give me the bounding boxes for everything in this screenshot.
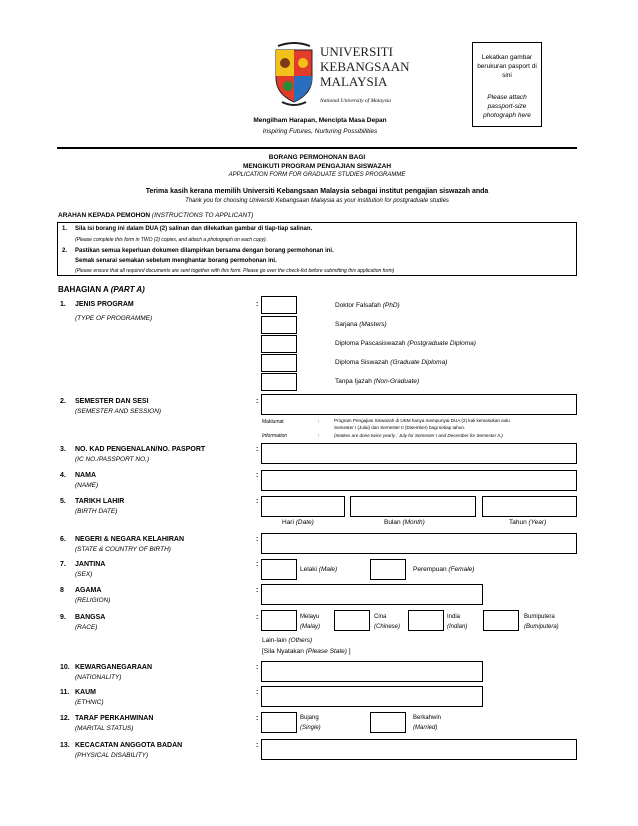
q11-label-en: (ETHNIC) (75, 699, 104, 706)
q4-label: NAMA (75, 472, 96, 479)
q5-label: TARIKH LAHIR (75, 498, 125, 505)
q9-indian-label: India (Indian) (447, 614, 468, 630)
instructions-heading-en: (INSTRUCTIONS TO APPLICANT) (151, 212, 254, 219)
q6-label: NEGERI & NEGARA KELAHIRAN (75, 536, 185, 543)
q6-number: 6. (60, 536, 66, 543)
q5-year-label: Tahun (Year) (509, 519, 547, 526)
q13-number: 13. (60, 742, 70, 749)
q2-maklumat-colon: : (318, 419, 320, 425)
q7-female-label: Perempuan (Female) (413, 566, 475, 573)
q2-information-colon: : (318, 433, 320, 439)
motto-en: Inspiring Futures, Nurturing Possibilities (262, 128, 378, 135)
q8-colon: : (256, 587, 259, 594)
thanks-ms: Terima kasih kerana memilih Universiti Kebangsaan Malaysia sebagai institut pengajian siswazah anda (145, 188, 489, 195)
q1-label: JENIS PROGRAM (75, 301, 134, 308)
instructions-heading (58, 212, 253, 219)
q3-label-en: (IC NO./PASSPORT NO.) (75, 456, 150, 463)
q12-single-checkbox[interactable] (261, 712, 297, 733)
q9-label: BANGSA (75, 614, 106, 621)
q8-number: 8 (60, 587, 64, 594)
q12-number: 12. (60, 715, 70, 722)
instruction-1-number: 1. (62, 226, 68, 232)
q9-indian-checkbox[interactable] (408, 610, 444, 631)
q9-number: 9. (60, 614, 66, 621)
q12-married-label: Berkahwin (Married) (413, 715, 442, 731)
q13-label: KECACATAN ANGGOTA BADAN (75, 742, 183, 749)
q10-label: KEWARGANEGARAAN (75, 664, 152, 671)
q3-number: 3. (60, 446, 66, 453)
instruction-1-en: (Please complete this form in TWO (2) copies, and attach a photograph on each copy). (75, 237, 268, 243)
logo-line-1: UNIVERSITI (320, 44, 393, 59)
q10-number: 10. (60, 664, 70, 671)
q1-graddip-label: Diploma Siswazah (Graduate Diploma) (335, 359, 448, 366)
q13-colon: : (256, 742, 259, 749)
q1-colon: : (256, 301, 259, 308)
q9-malay-checkbox[interactable] (261, 610, 297, 631)
form-title-line-2: MENGIKUTI PROGRAM PENGAJIAN SISWAZAH (242, 163, 392, 170)
logo-line-3: MALAYSIA (320, 74, 388, 89)
q11-number: 11. (60, 689, 70, 696)
q11-label: KAUM (75, 689, 96, 696)
q2-number: 2. (60, 398, 66, 405)
q7-number: 7. (60, 561, 66, 568)
q8-religion-input[interactable] (261, 584, 483, 605)
q7-male-label: Lelaki (Male) (300, 566, 338, 573)
q9-bumiputera-checkbox[interactable] (483, 610, 519, 631)
q7-label: JANTINA (75, 561, 106, 568)
q5-colon: : (256, 498, 259, 505)
form-title-line-1: BORANG PERMOHONAN BAGI (268, 154, 366, 161)
q7-female-checkbox[interactable] (370, 559, 406, 580)
q5-month-label: Bulan (Month) (384, 519, 425, 526)
q6-label-en: (STATE & COUNTRY OF BIRTH) (75, 546, 171, 553)
q10-label-en: (NATIONALITY) (75, 674, 122, 681)
photo-box[interactable] (472, 42, 542, 127)
q5-label-en: (BIRTH DATE) (75, 508, 118, 515)
ukm-crest-icon (272, 40, 316, 108)
q5-year-input[interactable] (482, 496, 577, 517)
q8-label-en: (RELIGION) (75, 597, 111, 604)
q9-chinese-label: Cina (Chinese) (374, 614, 401, 630)
q12-married-checkbox[interactable] (370, 712, 406, 733)
instruction-2-ms-2: Semak senarai semakan sebelum menghantar borang permohonan ini. (75, 258, 277, 264)
form-title-line-3: APPLICATION FORM FOR GRADUATE STUDIES PROGRAMME (228, 172, 406, 178)
q1-nongrad-label: Tanpa Ijazah (Non-Graduate) (335, 378, 420, 385)
q2-maklumat-label: Maklumat (262, 419, 284, 425)
q5-month-input[interactable] (350, 496, 476, 517)
q9-others-label: Lain-lain (Others) (262, 637, 313, 644)
q1-phd-checkbox[interactable] (261, 296, 297, 314)
q13-label-en: (PHYSICAL DISABILITY) (75, 752, 149, 759)
q12-single-label: Bujang (Single) (300, 715, 321, 731)
q2-label: SEMESTER DAN SESI (75, 398, 149, 405)
q2-semester-input[interactable] (261, 394, 577, 415)
instruction-2-ms: Pastikan semua keperluan dokumen dilampirkan bersama dengan borang permohonan ini. (75, 248, 334, 254)
motto-ms: Mengilham Harapan, Mencipta Masa Depan (253, 117, 387, 124)
q13-disability-input[interactable] (261, 739, 577, 760)
q1-pgdip-label: Diploma Pascasiswazah (Postgraduate Diploma) (335, 340, 476, 347)
instructions-box (57, 222, 577, 276)
q1-nongrad-checkbox[interactable] (261, 373, 297, 391)
ukm-logo (270, 40, 410, 112)
instruction-1-ms: Sila isi borang ini dalam DUA (2) salinan dan dilekatkan gambar di tiap-tiap salinan. (75, 226, 313, 232)
photo-instruction-ms: Lekatkan gambar berukuran pasport di sini (477, 54, 537, 79)
instruction-2-en: (Please ensure that all required documents are sent together with this form. Please go over the check-list before submitting this application form) (75, 268, 395, 274)
q5-day-label: Hari (Date) (282, 519, 314, 526)
q1-graddip-checkbox[interactable] (261, 354, 297, 372)
q5-day-input[interactable] (261, 496, 345, 517)
q12-label: TARAF PERKAHWINAN (75, 715, 154, 722)
q3-ic-input[interactable] (261, 443, 577, 464)
q9-colon: : (256, 614, 259, 621)
header-divider (57, 147, 577, 149)
logo-line-2: KEBANGSAAN (320, 59, 410, 74)
instruction-2-number: 2. (62, 248, 68, 254)
q3-label: NO. KAD PENGENALAN/NO. PASPORT (75, 446, 206, 453)
photo-instruction-en: Please attach passport-size photograph here (483, 94, 531, 119)
q1-number: 1. (60, 301, 66, 308)
q10-colon: : (256, 664, 259, 671)
q12-label-en: (MARITAL STATUS) (75, 725, 134, 732)
q11-ethnic-input[interactable] (261, 686, 483, 707)
q12-colon: : (256, 715, 259, 722)
q2-note-en: (Intakes are done twice yearly ; July for Semester I and December for Semester II.) (334, 433, 503, 438)
q2-note-ms-1: Program Pengajian Siswazah di UKM hanya mempunyai DUA (2) kali kemasukan iaitu (334, 418, 510, 423)
q1-phd-label: Doktor Falsafah (PhD) (335, 302, 400, 309)
q1-pgdip-checkbox[interactable] (261, 335, 297, 353)
q7-colon: : (256, 561, 259, 568)
q9-malay-label: Melayu (Malay) (300, 614, 321, 630)
q2-colon: : (256, 398, 259, 405)
q2-label-en: (SEMESTER AND SESSION) (75, 408, 162, 415)
instructions-heading-ms: ARAHAN KEPADA PEMOHON (58, 212, 151, 219)
thanks-en: Thank you for choosing Universiti Kebangsaan Malaysia as your institution for postgraduate studies (185, 198, 449, 204)
q10-nationality-input[interactable] (261, 661, 483, 682)
q6-birthplace-input[interactable] (261, 533, 577, 554)
q4-label-en: (NAME) (75, 482, 99, 489)
q1-masters-label: Sarjana (Masters) (335, 321, 387, 328)
part-a-en: (PART A) (110, 285, 145, 294)
q4-number: 4. (60, 472, 66, 479)
q1-masters-checkbox[interactable] (261, 316, 297, 334)
q6-colon: : (256, 536, 259, 543)
q9-chinese-checkbox[interactable] (334, 610, 370, 631)
q9-please-state[interactable]: [Sila Nyatakan (Please State) ] (262, 648, 351, 655)
part-a-ms: BAHAGIAN A (58, 285, 109, 294)
q2-note-ms-2: Semester I (Julai) dan Semester II (Disember) bagi setiap tahun. (334, 425, 466, 430)
q4-colon: : (256, 472, 259, 479)
q8-label: AGAMA (75, 587, 102, 594)
q7-label-en: (SEX) (75, 571, 93, 578)
q11-colon: : (256, 689, 259, 696)
logo-subtitle: National University of Malaysia (320, 98, 392, 104)
q5-number: 5. (60, 498, 66, 505)
q2-information-label: Information (262, 433, 288, 439)
q9-bumiputera-label: Bumiputera (Bumiputera) (524, 614, 559, 630)
q1-label-en: (TYPE OF PROGRAMME) (75, 315, 153, 322)
q7-male-checkbox[interactable] (261, 559, 297, 580)
q4-name-input[interactable] (261, 470, 577, 491)
q3-colon: : (256, 446, 259, 453)
q9-label-en: (RACE) (75, 624, 98, 631)
part-a-heading (58, 285, 145, 294)
